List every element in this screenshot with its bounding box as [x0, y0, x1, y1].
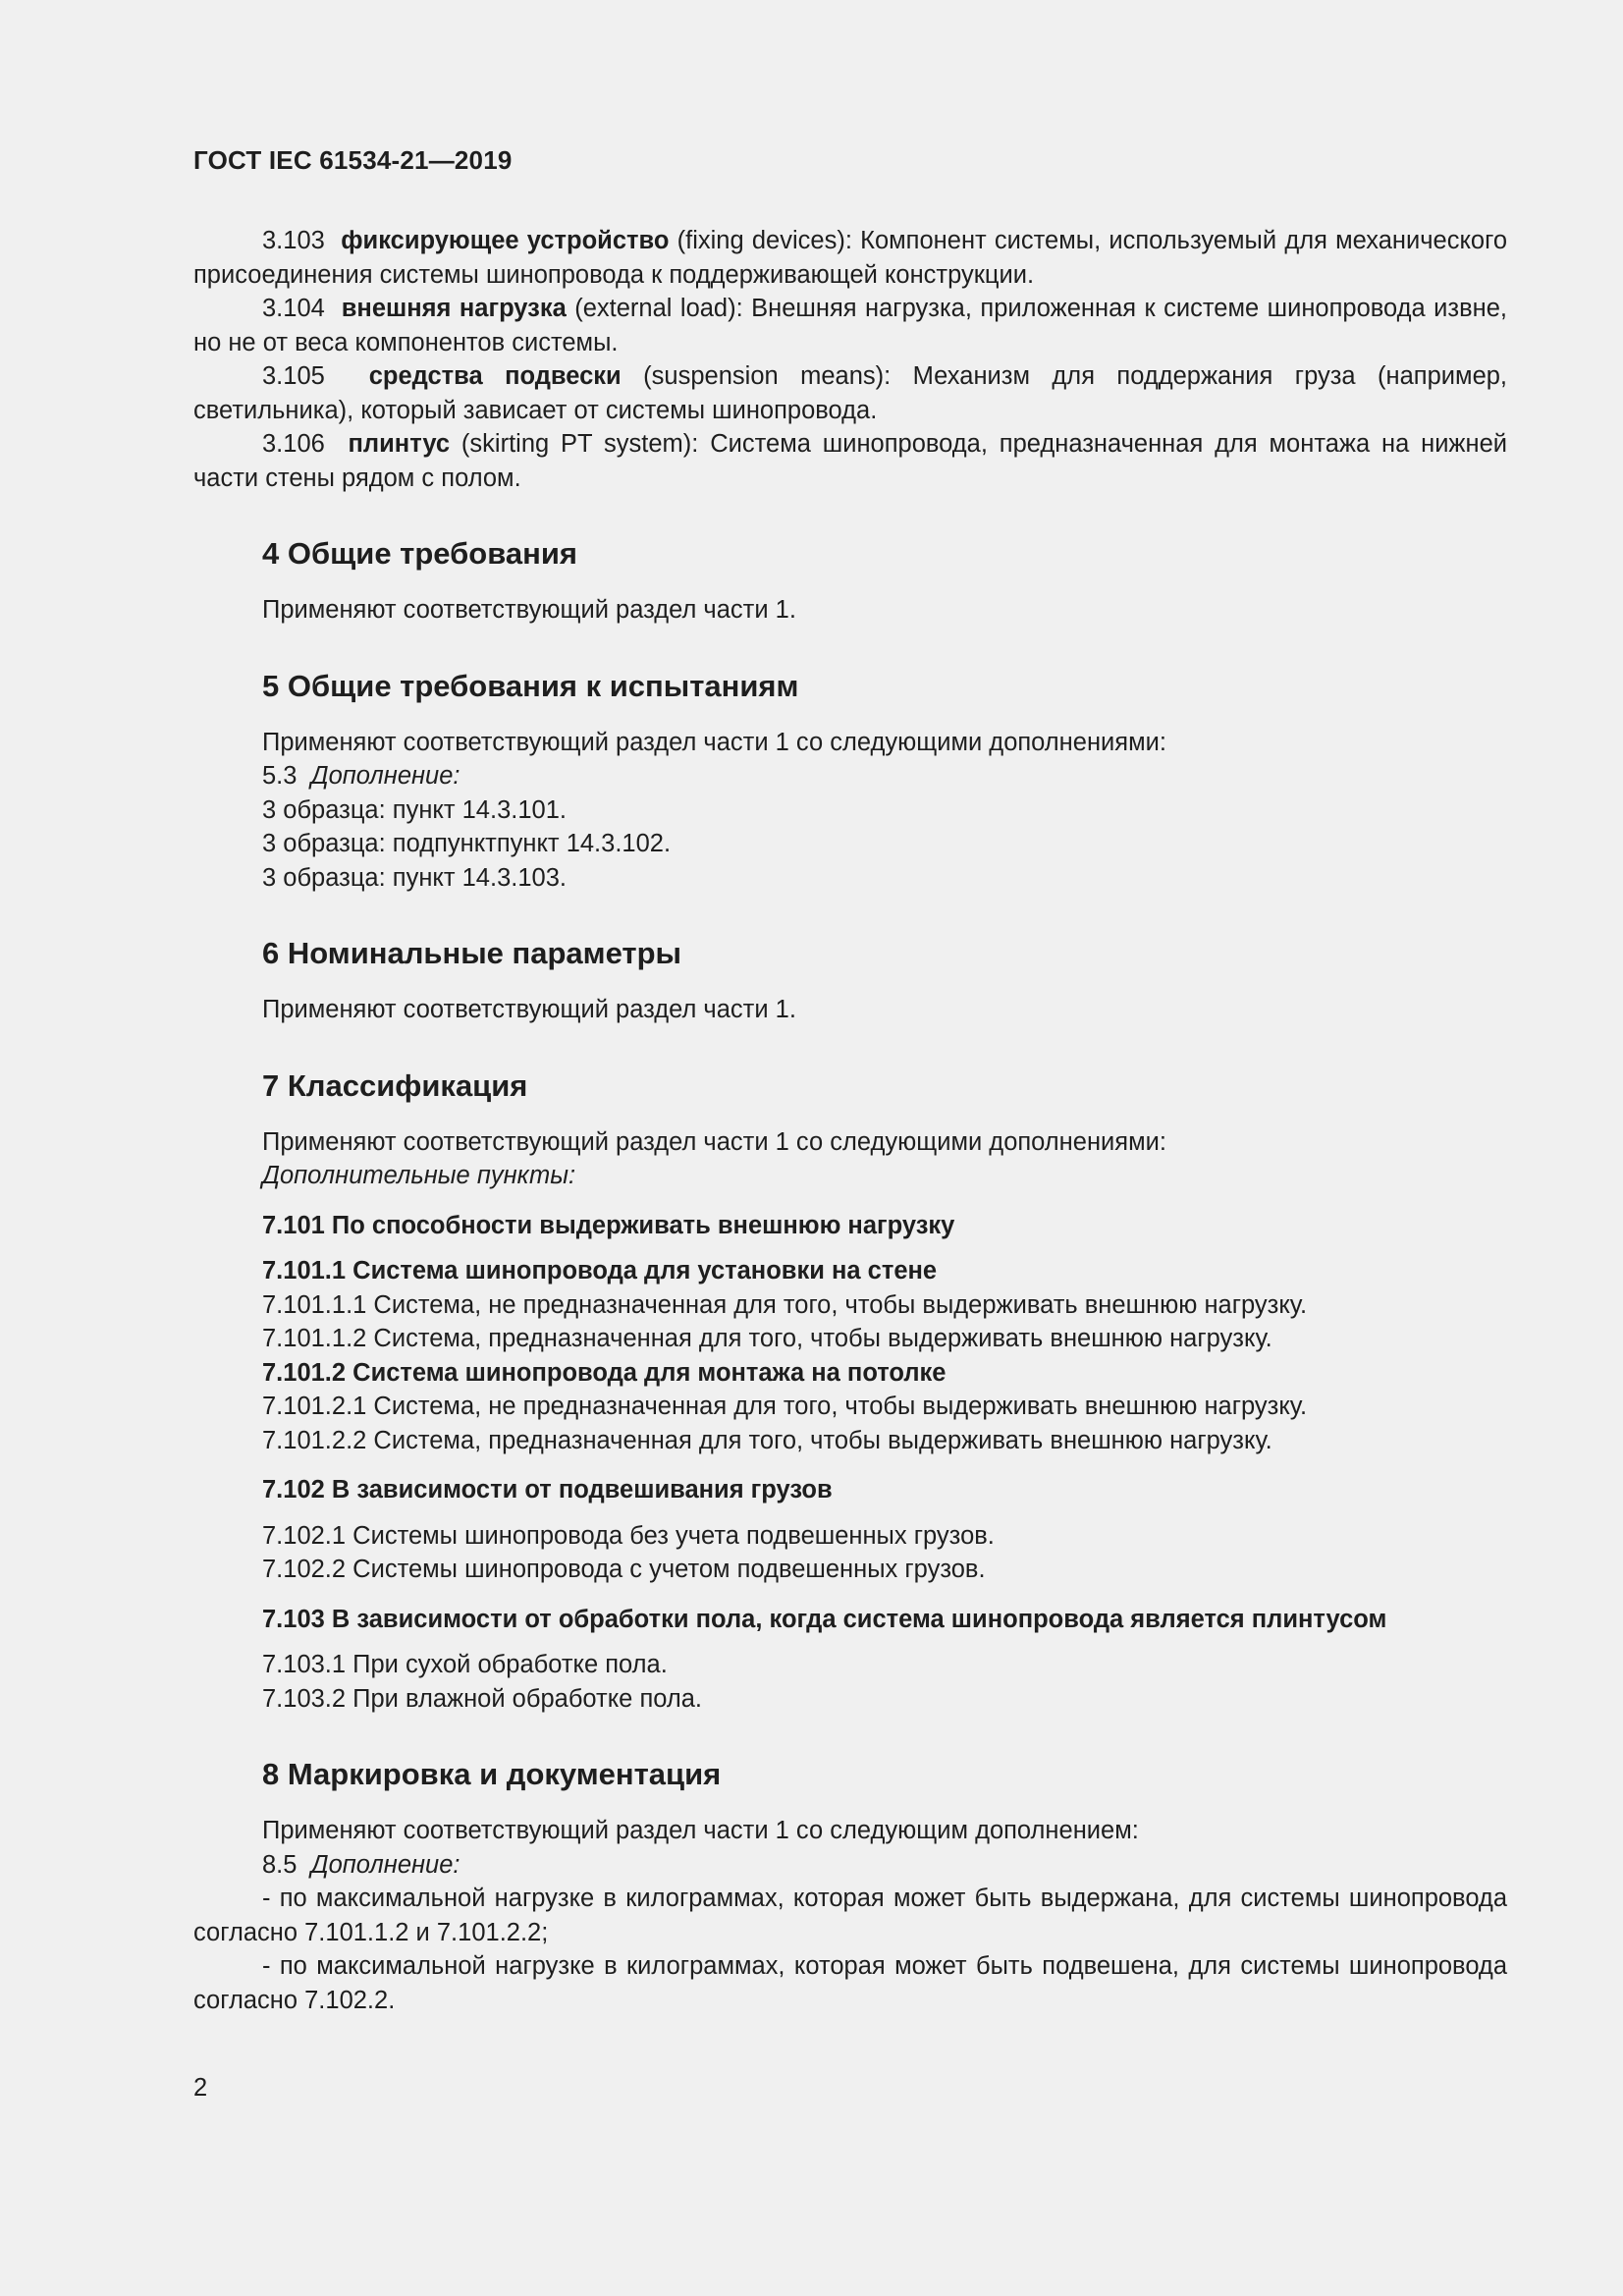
term-3-104: 3.104 внешняя нагрузка (external load): Внешняя нагрузка, приложенная к системе шинопровода извне, но не от веса компонентов системы.: [193, 295, 1507, 356]
section-6-text: Применяют соответствующий раздел части 1.: [262, 996, 796, 1023]
section-5-line: 3 образца: подпунктпункт 14.3.102.: [262, 830, 672, 857]
list-item: - по максимальной нагрузке в килограммах, которая может быть выдержана, для системы шинопровода согласно 7.101.1.2 и 7.101.2.2;: [193, 1885, 1507, 1946]
section-7-additional: Дополнительные пункты:: [262, 1162, 576, 1189]
clause-7-101-1: 7.101.1 Система шинопровода для установки на стене: [262, 1257, 938, 1285]
section-7-body: [193, 1125, 1507, 1717]
term-3-105: 3.105 средства подвески (suspension means): Механизм для поддержания груза (например, светильника), который зависает от системы шинопровода.: [193, 362, 1508, 424]
section-5-heading: 5 Общие требования к испытаниям: [262, 668, 799, 703]
section-4-body: [193, 593, 1507, 628]
clause-7-101: 7.101 По способности выдерживать внешнюю нагрузку: [262, 1211, 955, 1239]
clause-7-101-2-1: 7.101.2.1 Система, не предназначенная для того, чтобы выдерживать внешнюю нагрузку.: [262, 1393, 1308, 1420]
section-8-body: [193, 1814, 1507, 2017]
section-6-heading: 6 Номинальные параметры: [262, 936, 682, 970]
section-8-intro: Применяют соответствующий раздел части 1 со следующим дополнением:: [262, 1817, 1139, 1844]
clause-7-103: 7.103 В зависимости от обработки пола, когда система шинопровода является плинтусом: [262, 1605, 1387, 1633]
section-5-intro: Применяют соответствующий раздел части 1 со следующими дополнениями:: [262, 728, 1166, 756]
term-3-103: 3.103 фиксирующее устройство (fixing devices): Компонент системы, используемый для механического присоединения системы шинопровода к поддерживающей конструкции.: [193, 227, 1507, 289]
clause-7-102: 7.102 В зависимости от подвешивания грузов: [262, 1476, 833, 1503]
section-5-body: [193, 726, 1507, 896]
section-4-heading: 4 Общие требования: [262, 536, 577, 571]
clause-7-102-1: 7.102.1 Системы шинопровода без учета подвешенных грузов.: [262, 1521, 995, 1550]
section-7-intro: Применяют соответствующий раздел части 1 со следующими дополнениями:: [262, 1127, 1166, 1156]
clause-7-102-2: 7.102.2 Системы шинопровода с учетом подвешенных грузов.: [262, 1556, 986, 1583]
page-number: 2: [193, 2074, 208, 2102]
section-8-heading: 8 Маркировка и документация: [262, 1757, 722, 1791]
clause-7-101-2: 7.101.2 Система шинопровода для монтажа на потолке: [262, 1358, 947, 1387]
section-5-line: 3 образца: пункт 14.3.103.: [262, 863, 567, 892]
term-3-106: 3.106 плинтус (skirting PT system): Система шинопровода, предназначенная для монтажа на нижней части стены рядом с полом.: [193, 430, 1507, 492]
section-6-body: [193, 993, 1507, 1027]
document-header: ГОСТ IEC 61534-21—2019: [193, 145, 513, 175]
document-body: [193, 224, 1507, 2017]
section-4-text: Применяют соответствующий раздел части 1.: [262, 596, 796, 624]
section-7-heading: 7 Классификация: [262, 1067, 528, 1103]
clause-7-101-1-1: 7.101.1.1 Система, не предназначенная для того, чтобы выдерживать внешнюю нагрузку.: [262, 1290, 1308, 1319]
list-item: - по максимальной нагрузке в килограммах, которая может быть подвешена, для системы шинопровода согласно 7.102.2.: [193, 1952, 1507, 2014]
clause-7-101-2-2: 7.101.2.2 Система, предназначенная для того, чтобы выдерживать внешнюю нагрузку.: [262, 1426, 1272, 1454]
clause-5-3: 5.3 Дополнение:: [262, 762, 460, 790]
clause-7-101-1-2: 7.101.1.2 Система, предназначенная для того, чтобы выдерживать внешнюю нагрузку.: [262, 1325, 1272, 1352]
clause-7-103-2: 7.103.2 При влажной обработке пола.: [262, 1684, 703, 1713]
clause-7-103-1: 7.103.1 При сухой обработке пола.: [262, 1651, 668, 1678]
section-5-line: 3 образца: пункт 14.3.101.: [262, 795, 567, 824]
clause-8-5: 8.5 Дополнение:: [262, 1850, 460, 1879]
